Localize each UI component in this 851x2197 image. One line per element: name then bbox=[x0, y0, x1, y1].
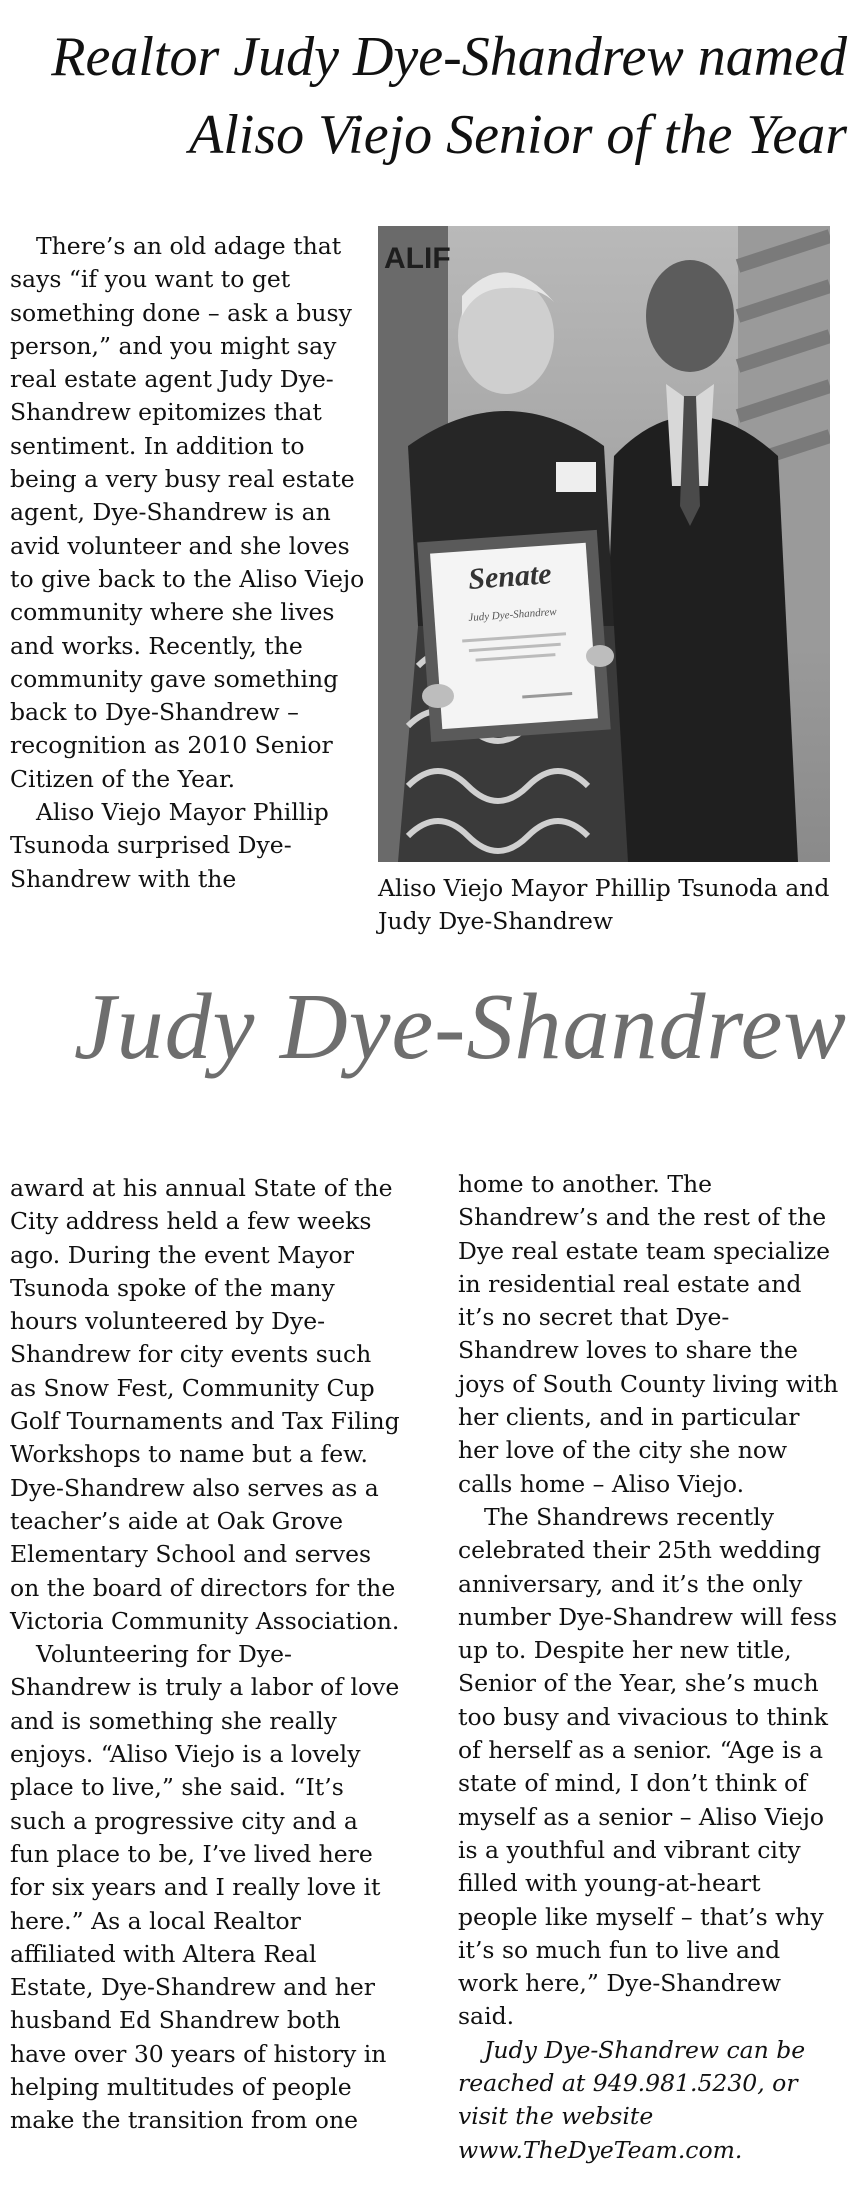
left-paragraph-2: Volunteering for Dye-Shandrew is truly a labor of love and is something she really enjoys. “Aliso Viejo is a lovely place to live,” she said. “It’s such a progressive city and a fun place to be, I’ve lived here for six years and I really love it here.” As a local Realtor affiliated with Altera Real Estate, Dye-Shandrew and her husband Ed Shandrew both have over 30 years of history in helping multitudes of people make the transition from one bbox=[10, 1640, 400, 2135]
name-banner: Judy Dye-Shandrew bbox=[73, 975, 847, 1079]
senate-certificate bbox=[417, 530, 611, 742]
certificate-title: Senate bbox=[467, 557, 553, 596]
right-column bbox=[458, 1168, 842, 2167]
contact-info: Judy Dye-Shandrew can be reached at 949.981.5230, or visit the website www.TheDyeTeam.com. bbox=[458, 2035, 806, 2164]
intro-column bbox=[10, 230, 370, 896]
headline-line-2: Aliso Viejo Senior of the Year bbox=[189, 104, 847, 166]
right-paragraph-1: home to another. The Shandrew’s and the rest of the Dye real estate team specialize in residential real estate and it’s no secret that Dye-Shandrew loves to share the joys of South County living with her clients, and in particular her love of the city she now calls home – Aliso Viejo. bbox=[458, 1170, 839, 1498]
headline-line-1: Realtor Judy Dye-Shandrew named bbox=[51, 26, 847, 88]
man-head bbox=[646, 260, 734, 372]
right-paragraph-2: The Shandrews recently celebrated their 25th wedding anniversary, and it’s the only number Dye-Shandrew will fess up to. Despite her new title, Senior of the Year, she’s much too busy and vivacious to think of herself as a senior. “Age is a state of mind, I don’t think of myself as a senior – Aliso Viejo is a youthful and vibrant city filled with young-at-heart people like myself – that’s why it’s so much fun to live and work here,” Dye-Shandrew said. bbox=[458, 1502, 838, 2031]
intro-paragraph-2: Aliso Viejo Mayor Phillip Tsunoda surprised Dye-Shandrew with the bbox=[10, 798, 329, 893]
certificate-name: Judy Dye-Shandrew bbox=[467, 605, 558, 625]
name-tag bbox=[556, 462, 596, 492]
headline bbox=[0, 18, 851, 174]
left-column bbox=[10, 1172, 404, 2138]
award-photo-illustration bbox=[378, 226, 830, 862]
left-paragraph-1: award at his annual State of the City address held a few weeks ago. During the event Mayor Tsunoda spoke of the many hours volunteered by Dye-Shandrew for city events such as Snow Fest, Community Cup Golf Tournaments and Tax Filing Workshops to name but a few. Dye-Shandrew also serves as a teacher’s aide at Oak Grove Elementary School and serves on the board of directors for the Victoria Community Association. bbox=[10, 1174, 400, 1635]
intro-paragraph-1: There’s an old adage that says “if you want to get something done – ask a busy person,” and you might say real estate agent Judy Dye-Shandrew epitomizes that sentiment. In addition to being a very busy real estate agent, Dye-Shandrew is an avid volunteer and she loves to give back to the Aliso Viejo community where she lives and works. Recently, the community gave something back to Dye-Shandrew – recognition as 2010 Senior Citizen of the Year. bbox=[10, 232, 365, 793]
photo-caption: Aliso Viejo Mayor Phillip Tsunoda and Judy Dye-Shandrew bbox=[378, 874, 830, 935]
flag-text: ALIF bbox=[384, 242, 451, 275]
award-photo bbox=[378, 226, 830, 862]
